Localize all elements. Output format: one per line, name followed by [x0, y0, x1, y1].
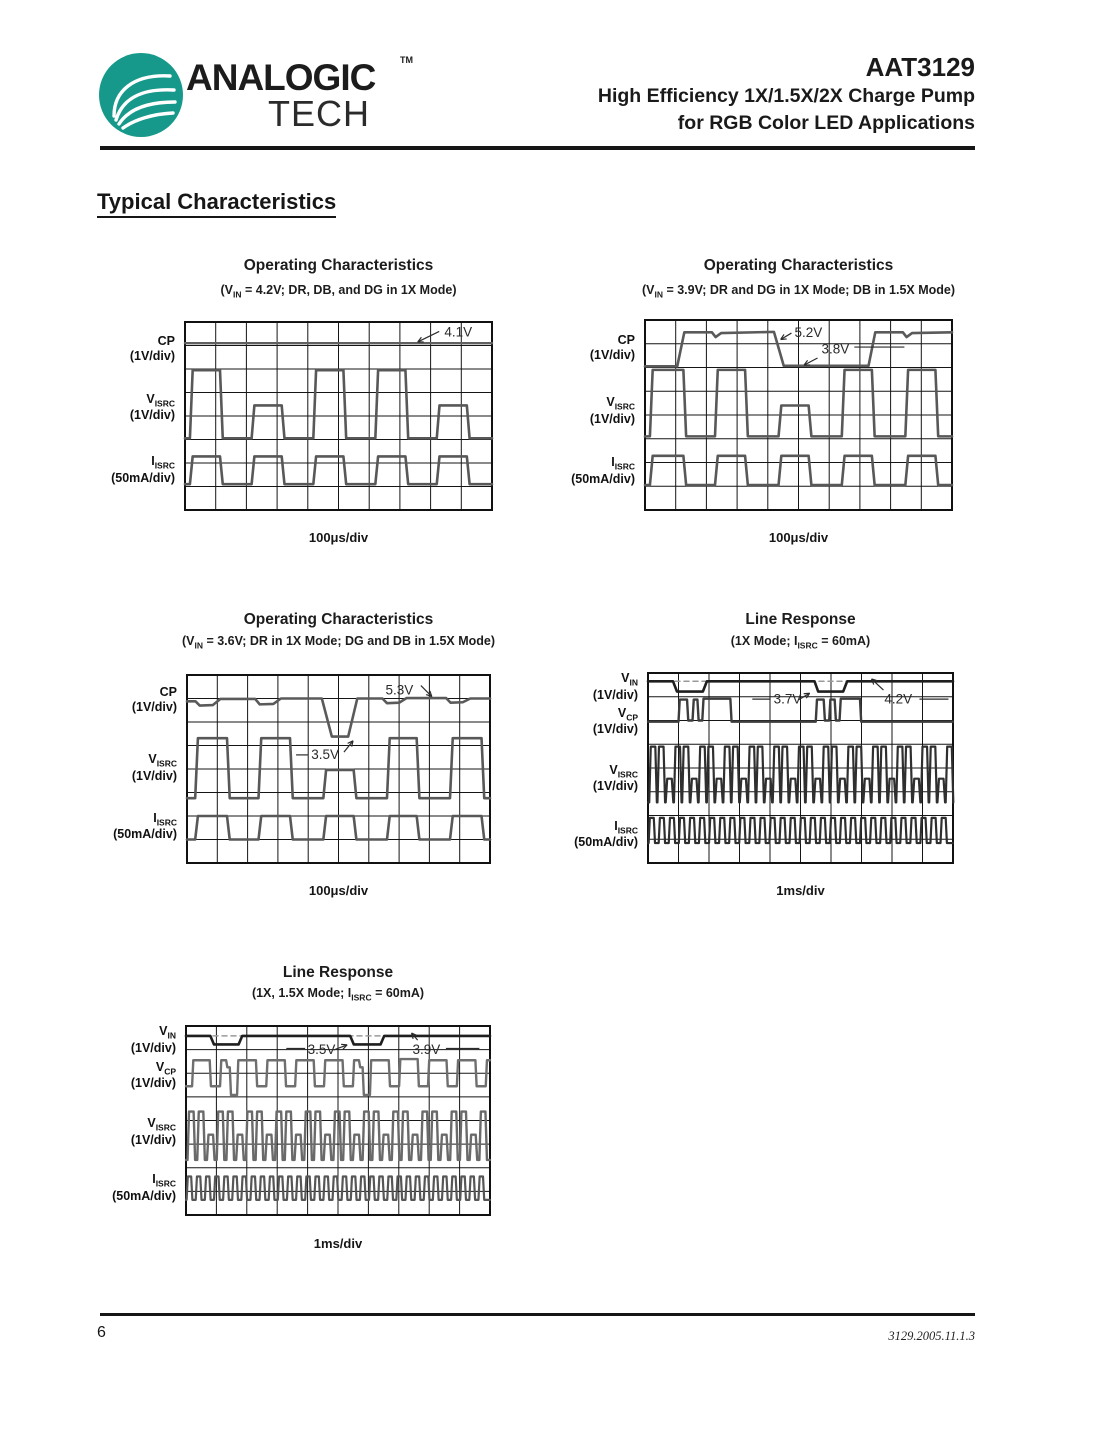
chart-subtitle: ($V_{IN} = 3.9V$; DR and DG in 1X Mode; DB in 1.5X Mode) [641, 283, 956, 300]
oscilloscope-plot-line-response-1x [648, 673, 953, 863]
trace-label-scale: (50mA/div) [113, 827, 177, 842]
trace-label-symbol: $I_{ISRC}$ [151, 454, 175, 471]
trace-label-symbol: CP [157, 334, 175, 349]
trace-label-scale: (1V/div) [589, 412, 635, 427]
trace-label-visrc [46, 1116, 176, 1148]
trace-label-scale: (1V/div) [129, 408, 175, 423]
doc-title-line2: for RGB Color LED Applications [677, 112, 975, 134]
trace-label-scale: (50mA/div) [571, 471, 635, 486]
annotation-arrow [418, 331, 439, 342]
trace-label-symbol: $V_{ISRC}$ [147, 1116, 176, 1133]
annotation-5.2V: 5.2V [794, 325, 823, 341]
trace-label-vcp [46, 1060, 176, 1092]
trace-label-scale: (1V/div) [130, 1040, 176, 1055]
page-number: 6 [97, 1324, 106, 1341]
doc-code: 3129.2005.11.1.3 [888, 1329, 975, 1343]
trace-label-scale: (1V/div) [131, 699, 177, 714]
trace-label-iisrc [47, 811, 177, 843]
trace-label-scale: (1V/div) [592, 687, 638, 702]
chart-title: Operating Characteristics [243, 257, 434, 274]
trace-label-symbol: $I_{ISRC}$ [153, 810, 177, 828]
trace-label-visrc [508, 763, 638, 795]
oscilloscope-plot-operating-characteristics-1 [185, 322, 492, 510]
x-axis-label: 100μs/div [308, 530, 369, 545]
trace-label-scale: (50mA/div) [574, 835, 638, 850]
trace-label-scale: (1V/div) [130, 1076, 176, 1091]
trace-label-symbol: $V_{IN}$ [159, 1024, 176, 1041]
x-axis-label: 100μs/div [308, 883, 369, 898]
trace-label-iisrc [505, 455, 635, 487]
brand-name-line2: TECH [268, 93, 370, 134]
chart-subtitle: ($V_{IN} = 4.2V$; DR, DB, and DG in 1X Mode) [220, 283, 457, 300]
trace-label-symbol: $V_{CP}$ [617, 705, 638, 723]
annotation-4.2V: 4.2V [884, 691, 913, 707]
trace-label-visrc [45, 392, 175, 424]
trace-label-visrc [505, 395, 635, 427]
annotation-3.5V: 3.5V [311, 747, 340, 763]
trace-label-symbol: $I_{ISRC}$ [152, 1171, 176, 1189]
trace-label-symbol: $V_{ISRC}$ [146, 391, 175, 409]
trace-label-visrc [47, 752, 177, 784]
trace-label-symbol: $V_{ISRC}$ [148, 751, 177, 769]
trace-label-iisrc [45, 454, 175, 486]
trace-label-cp [47, 685, 177, 715]
part-number: AAT3129 [865, 52, 975, 82]
chart-subtitle: (1X, 1.5X Mode; $I_{ISRC} = 60mA$) [251, 986, 425, 1003]
trace-label-iisrc [46, 1172, 176, 1204]
trace-label-symbol: CP [617, 332, 635, 347]
x-axis-label: 100μs/div [768, 530, 829, 545]
chart-subtitle: (1X Mode; $I_{ISRC} = 60mA$) [730, 634, 871, 651]
trace-label-cp [45, 334, 175, 364]
trace-label-scale: (1V/div) [130, 1133, 176, 1147]
trace-label-symbol: $I_{ISRC}$ [614, 818, 638, 835]
trace-label-vin [508, 671, 638, 703]
section-title-text: Typical Characteristics [97, 189, 336, 218]
trace-label-vcp [508, 706, 638, 738]
brand-name-line1: ANALOGIC [186, 57, 376, 98]
annotation-4.1V: 4.1V [444, 324, 473, 340]
oscilloscope-plot-operating-characteristics-3 [187, 675, 490, 863]
oscilloscope-plot-operating-characteristics-2 [645, 320, 952, 510]
trace-label-scale: (50mA/div) [111, 470, 175, 485]
trace-label-iisrc [508, 819, 638, 851]
annotation-3.8V: 3.8V [821, 341, 850, 357]
chart-title: Operating Characteristics [703, 257, 894, 274]
trace-label-symbol: CP [159, 684, 177, 699]
trace-label-symbol: $I_{ISRC}$ [611, 454, 635, 472]
doc-title-line1: High Efficiency 1X/1.5X/2X Charge Pump [597, 85, 975, 107]
trace-label-scale: (1V/div) [589, 347, 635, 362]
chart-subtitle: ($V_{IN} = 3.6V$; DR in 1X Mode; DG and DB in 1.5X Mode) [181, 634, 496, 651]
trace-label-symbol: $V_{IN}$ [621, 671, 638, 688]
footer-rule [100, 1313, 975, 1316]
chart-title: Line Response [282, 964, 394, 981]
chart-title: Operating Characteristics [243, 611, 434, 628]
trace-iisrc [186, 1176, 490, 1199]
trace-label-scale: (1V/div) [592, 722, 638, 737]
trace-label-symbol: $V_{CP}$ [155, 1059, 176, 1077]
annotation-5.3V: 5.3V [385, 682, 414, 698]
annotation-arrowhead [341, 1044, 347, 1045]
trademark-symbol: TM [400, 55, 413, 65]
chart-title: Line Response [745, 611, 856, 628]
x-axis-label: 1ms/div [776, 883, 825, 898]
annotation-3.7V: 3.7V [773, 691, 802, 707]
trace-label-vin [46, 1024, 176, 1056]
x-axis-label: 1ms/div [313, 1236, 363, 1251]
annotation-3.9V: 3.9V [412, 1041, 441, 1057]
trace-label-scale: (1V/div) [131, 768, 177, 783]
oscilloscope-plot-line-response-1x-15x [186, 1026, 490, 1215]
trace-label-scale: (1V/div) [592, 779, 638, 794]
trace-label-cp [505, 333, 635, 363]
trace-label-symbol: $V_{ISRC}$ [609, 762, 638, 780]
annotation-3.5V: 3.5V [307, 1041, 336, 1057]
trace-label-scale: (1V/div) [129, 349, 175, 364]
trace-label-scale: (50mA/div) [112, 1188, 176, 1203]
trace-label-symbol: $V_{ISRC}$ [606, 395, 635, 412]
